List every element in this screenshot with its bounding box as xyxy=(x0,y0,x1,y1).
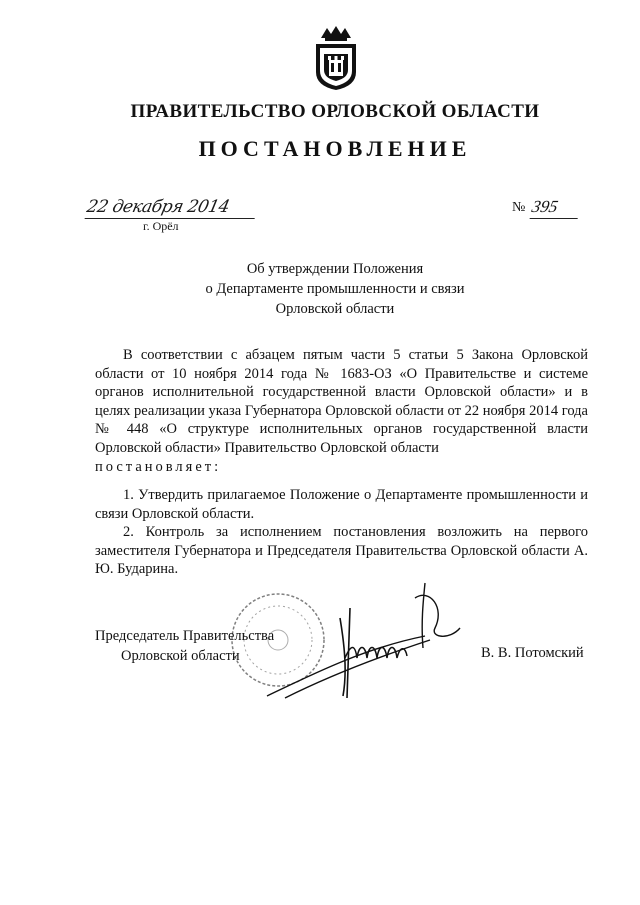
signer-name: В. В. Потомский xyxy=(481,645,584,661)
document-city: г. Орёл xyxy=(143,219,179,233)
resolution-item: 1. Утвердить прилагаемое Положение о Департаменте промышленности и связи Орловской области. xyxy=(95,487,588,522)
number-label: № xyxy=(512,200,526,215)
title-line-3: Орловской области xyxy=(275,301,395,317)
signer-position-line-2: Орловской области xyxy=(121,648,240,664)
organization-name: ПРАВИТЕЛЬСТВО ОРЛОВСКОЙ ОБЛАСТИ xyxy=(130,101,540,122)
title-line-2: о Департаменте промышленности и связи xyxy=(205,281,465,297)
preamble-block xyxy=(95,346,588,476)
preamble-text: В соответствии с абзацем пятым части 5 статьи 5 Закона Орловской области от 10 ноября 2014 года № 1683-ОЗ «О Правительстве и системе органов исполнительной государственной власти Орловской области» и в целях реализации указа Губернатора Орловской области от 22 ноября 2014 года № 448 «О структуре исполнительных органов государственной власти Орловской области» Правительство Орловской области xyxy=(95,347,588,456)
decision-word: постановляет: xyxy=(95,458,222,475)
document-date: 22 декабря 2014 xyxy=(85,196,260,219)
document-type: ПОСТАНОВЛЕНИЕ xyxy=(198,136,472,161)
document-title xyxy=(0,259,640,319)
signer-position xyxy=(95,626,274,666)
title-line-1: Об утверждении Положения xyxy=(246,261,424,277)
handwritten-signature-icon xyxy=(255,578,470,703)
coat-of-arms-icon xyxy=(311,24,361,92)
signer-position-line-1: Председатель Правительства xyxy=(95,628,275,644)
resolution-item: 2. Контроль за исполнением постановления возложить на первого заместителя Губернатора и Председателя Правительства Орловской области А. Ю. Бударина. xyxy=(95,524,588,578)
resolution-items xyxy=(95,486,588,579)
document-number: 395 xyxy=(530,196,583,219)
